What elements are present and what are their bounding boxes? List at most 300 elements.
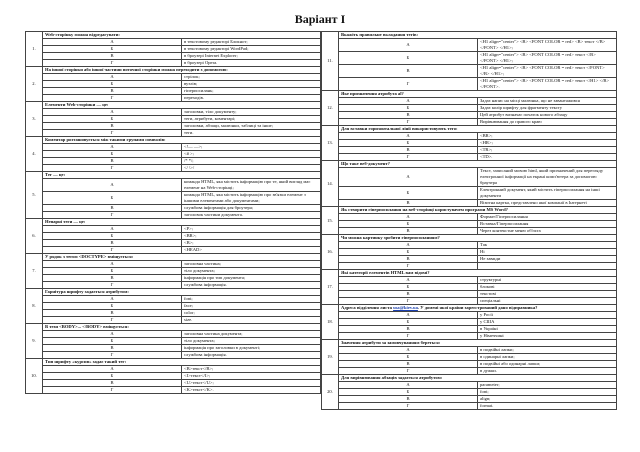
option-letter: В	[43, 275, 182, 282]
option-row	[26, 296, 321, 303]
option-text: в подвійні лапки;	[478, 347, 617, 354]
option-text: команда HTML, яка містить інформацію про те, який вигляд має елемент на Web-сторінці;	[182, 179, 321, 192]
option-text: в текстовому редакторі Блокнот;	[182, 39, 321, 46]
option-text: стрілок;	[182, 74, 321, 81]
option-letter: Б	[339, 319, 478, 326]
option-letter: Г	[339, 368, 478, 375]
option-letter: А	[339, 98, 478, 105]
question-row	[26, 67, 321, 74]
option-text: теги.	[182, 130, 321, 137]
option-text: в броузері Opera.	[182, 60, 321, 67]
option-letter: Г	[43, 95, 182, 102]
question-number: 3.	[26, 102, 43, 137]
option-text: <B>текст</B>;	[182, 366, 321, 373]
option-letter: В	[43, 380, 182, 387]
option-row	[26, 81, 321, 88]
option-text: <TR>;	[478, 147, 617, 154]
option-text: заголовна частина документа;	[182, 331, 321, 338]
option-row	[26, 116, 321, 123]
option-text: Текст, записаний мовою html, який призначений для перегляду електронної інформації на екрані комп'ютера за допомогою браузера	[478, 168, 617, 187]
option-row	[26, 226, 321, 233]
option-letter: Б	[43, 233, 182, 240]
question-number: 19.	[322, 340, 339, 375]
option-text: заголовки, абзаци, малюнки, таблиці та інше;	[182, 123, 321, 130]
option-letter: В	[339, 326, 478, 333]
question-text	[339, 161, 617, 168]
option-row	[322, 277, 617, 284]
option-text: <H1 align="center"> <B> <FONT COLOR = red> <B> текст </B> </FONT> </H1>;	[478, 39, 617, 52]
question-row	[26, 289, 321, 296]
option-row	[26, 240, 321, 247]
option-text: Через контекстне меню об'єкта	[478, 228, 617, 235]
option-row	[322, 319, 617, 326]
option-text: <I>текст</I>;	[182, 373, 321, 380]
question-row	[26, 172, 321, 179]
option-letter: В	[43, 53, 182, 60]
option-text: в броузері Internet Explorer;	[182, 53, 321, 60]
option-row	[26, 275, 321, 282]
question-row	[26, 219, 321, 226]
option-row	[26, 261, 321, 268]
question-text-part: Коментар розташовується між такими групами символів:	[45, 137, 166, 142]
option-text: заголовна частина;	[182, 261, 321, 268]
question-text	[43, 32, 321, 39]
question-text	[43, 289, 321, 296]
option-row	[26, 282, 321, 289]
option-row	[322, 242, 617, 249]
question-number: 10.	[26, 359, 43, 394]
option-row	[322, 78, 617, 91]
option-text: <HEAD>	[182, 247, 321, 254]
option-row	[322, 133, 617, 140]
option-text: <P>;	[182, 226, 321, 233]
question-text	[339, 235, 617, 242]
option-letter: В	[43, 158, 182, 165]
option-letter: Б	[43, 81, 182, 88]
option-text: <H1 align="center"> <B> <FONT COLOR = red> текст </B> </FONT> </H1>;	[478, 52, 617, 65]
question-row	[26, 137, 321, 144]
question-number: 4.	[26, 137, 43, 172]
option-row	[322, 361, 617, 368]
option-row	[322, 263, 617, 270]
option-letter: А	[43, 109, 182, 116]
option-letter: В	[43, 310, 182, 317]
option-row	[26, 352, 321, 359]
option-letter: Г	[43, 130, 182, 137]
option-letter: Г	[339, 263, 478, 270]
option-letter: Б	[339, 187, 478, 200]
option-text: font;	[182, 296, 321, 303]
option-text: у Німеччині	[478, 333, 617, 340]
question-text-part: Для вставки горизонтальної лінії використовують тего:	[341, 126, 458, 131]
option-text: спеціальні	[478, 298, 617, 305]
option-text: <TD>.	[478, 154, 617, 161]
question-text	[339, 305, 617, 312]
option-text: в одинарні лапки;	[478, 354, 617, 361]
option-letter: Б	[43, 373, 182, 380]
question-number: 15.	[322, 207, 339, 235]
option-row	[26, 144, 321, 151]
question-text-part: В тези <BODY>... </BODY> вміщується:	[45, 324, 129, 329]
question-number: 1.	[26, 32, 43, 67]
question-number: 9.	[26, 324, 43, 359]
option-letter: А	[43, 144, 182, 151]
question-text-part: Гарнітура шрифту задається атрибутом:	[45, 289, 129, 294]
option-text: size.	[182, 317, 321, 324]
option-text: Цей атрибут визначає початок нового абзацу	[478, 112, 617, 119]
question-row	[322, 161, 617, 168]
option-row	[26, 95, 321, 102]
option-row	[26, 373, 321, 380]
option-letter: Б	[43, 268, 182, 275]
question-text	[339, 207, 617, 214]
question-row	[26, 32, 321, 39]
option-text: блокові	[478, 284, 617, 291]
question-text	[339, 126, 617, 133]
left-column	[25, 31, 321, 394]
option-text	[478, 263, 617, 270]
questions-table-right	[321, 31, 617, 410]
option-text: інформація про тип документа;	[182, 275, 321, 282]
option-row	[322, 382, 617, 389]
option-letter: А	[43, 39, 182, 46]
page-title: Варіант І	[294, 12, 346, 26]
option-row	[322, 119, 617, 126]
option-text: <!— —>;	[182, 144, 321, 151]
option-letter: А	[339, 382, 478, 389]
option-letter: Г	[43, 247, 182, 254]
option-text: <K>текст</K>.	[182, 387, 321, 394]
question-text	[339, 91, 617, 98]
option-text: <BR>;	[182, 233, 321, 240]
option-letter: В	[43, 88, 182, 95]
question-number: 6.	[26, 219, 43, 254]
question-number: 17.	[322, 270, 339, 305]
option-row	[322, 154, 617, 161]
option-text: Ні	[478, 249, 617, 256]
question-text-part: Адреса відділення листа	[341, 305, 394, 310]
option-row	[322, 228, 617, 235]
option-row	[26, 179, 321, 192]
question-row	[26, 254, 321, 261]
question-text-part: Для вирівнювання абзаців задається атрибутом:	[341, 375, 443, 380]
option-text: format.	[478, 403, 617, 410]
option-letter: В	[339, 256, 478, 263]
question-text	[43, 359, 321, 366]
question-text-part: Непарні теги — це:	[45, 219, 86, 224]
option-row	[322, 312, 617, 319]
question-number: 20.	[322, 375, 339, 410]
option-row	[322, 333, 617, 340]
option-letter: А	[339, 39, 478, 52]
option-row	[26, 192, 321, 205]
question-number: 5.	[26, 172, 43, 219]
question-text	[43, 102, 321, 109]
option-text: тіло документа;	[182, 338, 321, 345]
option-row	[26, 46, 321, 53]
option-row	[322, 105, 617, 112]
question-row	[322, 126, 617, 133]
option-text: <H1 align="center"> <B> <FONT COLOR = red> текст </H1> </B> </FONT>.	[478, 78, 617, 91]
option-row	[322, 140, 617, 147]
option-letter: В	[339, 228, 478, 235]
question-row	[322, 235, 617, 242]
option-letter: А	[43, 74, 182, 81]
option-letter: Г	[43, 387, 182, 394]
option-letter: В	[339, 291, 478, 298]
option-letter: А	[43, 179, 182, 192]
question-text	[339, 270, 617, 277]
questions-table-left	[25, 31, 321, 394]
option-text: у США	[478, 319, 617, 326]
question-text	[339, 340, 617, 347]
option-row	[26, 130, 321, 137]
option-text: Формат/Гіперпосилання	[478, 214, 617, 221]
question-text-part: Елементи Web-сторінки — це:	[45, 102, 109, 107]
option-text: текстові	[478, 291, 617, 298]
option-letter: В	[339, 65, 478, 78]
option-row	[322, 168, 617, 187]
question-number: 8.	[26, 289, 43, 324]
option-row	[26, 109, 321, 116]
option-letter: Б	[43, 151, 182, 158]
option-letter: А	[339, 242, 478, 249]
option-row	[322, 112, 617, 119]
option-letter: А	[339, 133, 478, 140]
option-letter: Г	[339, 298, 478, 305]
question-row	[322, 207, 617, 214]
option-row	[26, 151, 321, 158]
question-text-part: Web-сторінку можна відредагувати:	[45, 32, 120, 37]
option-row	[322, 200, 617, 207]
question-number: 16.	[322, 235, 339, 270]
question-row	[26, 102, 321, 109]
option-text: Вставка/Гіперпосилання	[478, 221, 617, 228]
question-text-part: Тип шрифту «курсив» задає такий тег:	[45, 359, 127, 364]
option-letter: Б	[43, 303, 182, 310]
option-letter: Г	[339, 119, 478, 126]
option-letter: А	[339, 347, 478, 354]
option-letter: А	[43, 261, 182, 268]
option-row	[26, 205, 321, 212]
option-row	[26, 366, 321, 373]
option-row	[322, 354, 617, 361]
option-text: Задає колір шрифту для фрагменту тексту	[478, 105, 617, 112]
option-row	[26, 123, 321, 130]
option-row	[26, 303, 321, 310]
option-text: переходів.	[182, 95, 321, 102]
option-row	[322, 187, 617, 200]
option-row	[26, 310, 321, 317]
option-text: в подвійні або одинарні лапки;	[478, 361, 617, 368]
option-row	[322, 39, 617, 52]
option-text: /* */;	[182, 158, 321, 165]
option-row	[26, 380, 321, 387]
option-row	[26, 165, 321, 172]
option-letter: Г	[43, 165, 182, 172]
option-text: <# >;	[182, 151, 321, 158]
question-row	[322, 32, 617, 39]
question-text	[43, 254, 321, 261]
option-letter: В	[339, 396, 478, 403]
question-text	[339, 32, 617, 39]
question-text	[339, 375, 617, 382]
option-row	[322, 347, 617, 354]
option-row	[322, 396, 617, 403]
option-letter: Г	[339, 154, 478, 161]
question-text	[43, 219, 321, 226]
option-row	[322, 389, 617, 396]
option-row	[26, 53, 321, 60]
question-number: 18.	[322, 305, 339, 340]
option-letter: В	[43, 205, 182, 212]
option-letter: А	[43, 366, 182, 373]
option-text: службова інформація.	[182, 352, 321, 359]
option-text: в текстовому редакторі WordPad;	[182, 46, 321, 53]
option-letter: Б	[43, 46, 182, 53]
option-row	[322, 147, 617, 154]
option-text: Задає напис на місці малюнка, що не завантажився	[478, 98, 617, 105]
option-text: <H1 align="center"> <B> <FONT COLOR = red> текст </FONT> </B> </H1>;	[478, 65, 617, 78]
option-row	[26, 39, 321, 46]
question-text-part: На іншої сторінки або іншої частини поточної сторінки можна переходити з допомогою:	[45, 67, 228, 72]
option-letter: В	[339, 200, 478, 207]
question-row	[322, 305, 617, 312]
question-row	[322, 340, 617, 347]
option-row	[26, 74, 321, 81]
question-text-part: Яке призначення атрибута al?	[341, 91, 404, 96]
option-row	[322, 298, 617, 305]
question-number: 13.	[322, 126, 339, 161]
option-letter: А	[339, 168, 478, 187]
option-letter: Б	[339, 105, 478, 112]
option-letter: Б	[43, 116, 182, 123]
question-number: 14.	[322, 161, 339, 207]
option-letter: Г	[339, 78, 478, 91]
option-letter: В	[339, 112, 478, 119]
option-letter: А	[43, 296, 182, 303]
question-text-part: Вкажіть правильне вкладання тегів:	[341, 32, 419, 37]
option-text: font;	[478, 389, 617, 396]
option-letter: В	[43, 240, 182, 247]
option-text: Не завжди	[478, 256, 617, 263]
option-text: гіперпосилань;	[182, 88, 321, 95]
option-letter: А	[339, 214, 478, 221]
option-text: тіло документа;	[182, 268, 321, 275]
option-row	[26, 338, 321, 345]
option-row	[26, 233, 321, 240]
option-row	[26, 247, 321, 254]
question-row	[322, 375, 617, 382]
option-text: <BR>;	[478, 133, 617, 140]
option-row	[322, 98, 617, 105]
option-row	[322, 52, 617, 65]
option-row	[26, 212, 321, 219]
option-text: <U>текст</U>;	[182, 380, 321, 387]
option-row	[322, 284, 617, 291]
question-text-part: Як створити гіперпосилання на веб-сторінці користувачем програми MS Word?	[341, 207, 508, 212]
question-row	[26, 359, 321, 366]
question-text-part: У рядок з тегом <DOCTYPE> вміщується:	[45, 254, 134, 259]
option-letter: А	[339, 277, 478, 284]
option-row	[322, 326, 617, 333]
option-letter: Г	[43, 317, 182, 324]
question-text-part: Значення атрибути за замовчуванням береться:	[341, 340, 441, 345]
question-row	[322, 270, 617, 277]
option-row	[26, 88, 321, 95]
option-text: <HR>;	[478, 140, 617, 147]
option-row	[26, 331, 321, 338]
question-row	[26, 324, 321, 331]
option-letter: А	[43, 226, 182, 233]
right-column	[321, 31, 617, 410]
option-letter: Б	[339, 221, 478, 228]
question-number: 12.	[322, 91, 339, 126]
option-letter: В	[43, 123, 182, 130]
option-letter: Г	[43, 352, 182, 359]
question-number: 2.	[26, 67, 43, 102]
option-text: вузлів;	[182, 81, 321, 88]
option-row	[322, 65, 617, 78]
option-letter: В	[43, 345, 182, 352]
option-letter: А	[339, 312, 478, 319]
option-text: face;	[182, 303, 321, 310]
option-letter: Б	[339, 354, 478, 361]
question-text-part: Що таке веб-документ?	[341, 161, 390, 166]
option-text: Так	[478, 242, 617, 249]
option-text: структурні	[478, 277, 617, 284]
email-link[interactable]: usa@kiev.ua	[393, 305, 418, 310]
option-letter: В	[339, 361, 478, 368]
option-text: команда HTML, яка містить інформацію про зв'язки елемент з іншими елементами або документами;	[182, 192, 321, 205]
option-row	[322, 221, 617, 228]
option-text: <B>;	[182, 240, 321, 247]
option-text: color;	[182, 310, 321, 317]
question-text-part: . У домені якої країни зареєстрований дано відправника?	[417, 305, 538, 310]
question-text-part: Тег — це:	[45, 172, 66, 177]
option-letter: Б	[43, 192, 182, 205]
option-row	[322, 368, 617, 375]
option-row	[322, 291, 617, 298]
option-text: align;	[478, 396, 617, 403]
option-letter: Г	[43, 60, 182, 67]
question-text	[43, 172, 321, 179]
option-row	[26, 387, 321, 394]
question-text	[43, 324, 321, 331]
question-text-part: Чи можна картинку зробити гіперпосиланням?	[341, 235, 440, 240]
option-text: в дужки.	[478, 368, 617, 375]
option-letter: Б	[339, 140, 478, 147]
option-text: Вирівнювання до правого краю	[478, 119, 617, 126]
question-text-part: Які категорії елементів HTML вам відомі?	[341, 270, 430, 275]
option-text: </ \>/	[182, 165, 321, 172]
option-text: parameter;	[478, 382, 617, 389]
question-number: 11.	[322, 32, 339, 91]
option-letter: Б	[43, 338, 182, 345]
option-letter: Г	[339, 403, 478, 410]
option-row	[26, 60, 321, 67]
option-text: заголовок частини документа.	[182, 212, 321, 219]
option-text: заголовки, тіло документу;	[182, 109, 321, 116]
option-row	[26, 158, 321, 165]
question-number: 7.	[26, 254, 43, 289]
option-letter: Б	[339, 249, 478, 256]
option-row	[322, 256, 617, 263]
question-text	[43, 67, 321, 74]
option-letter: Г	[43, 282, 182, 289]
option-row	[26, 317, 321, 324]
question-row	[322, 91, 617, 98]
